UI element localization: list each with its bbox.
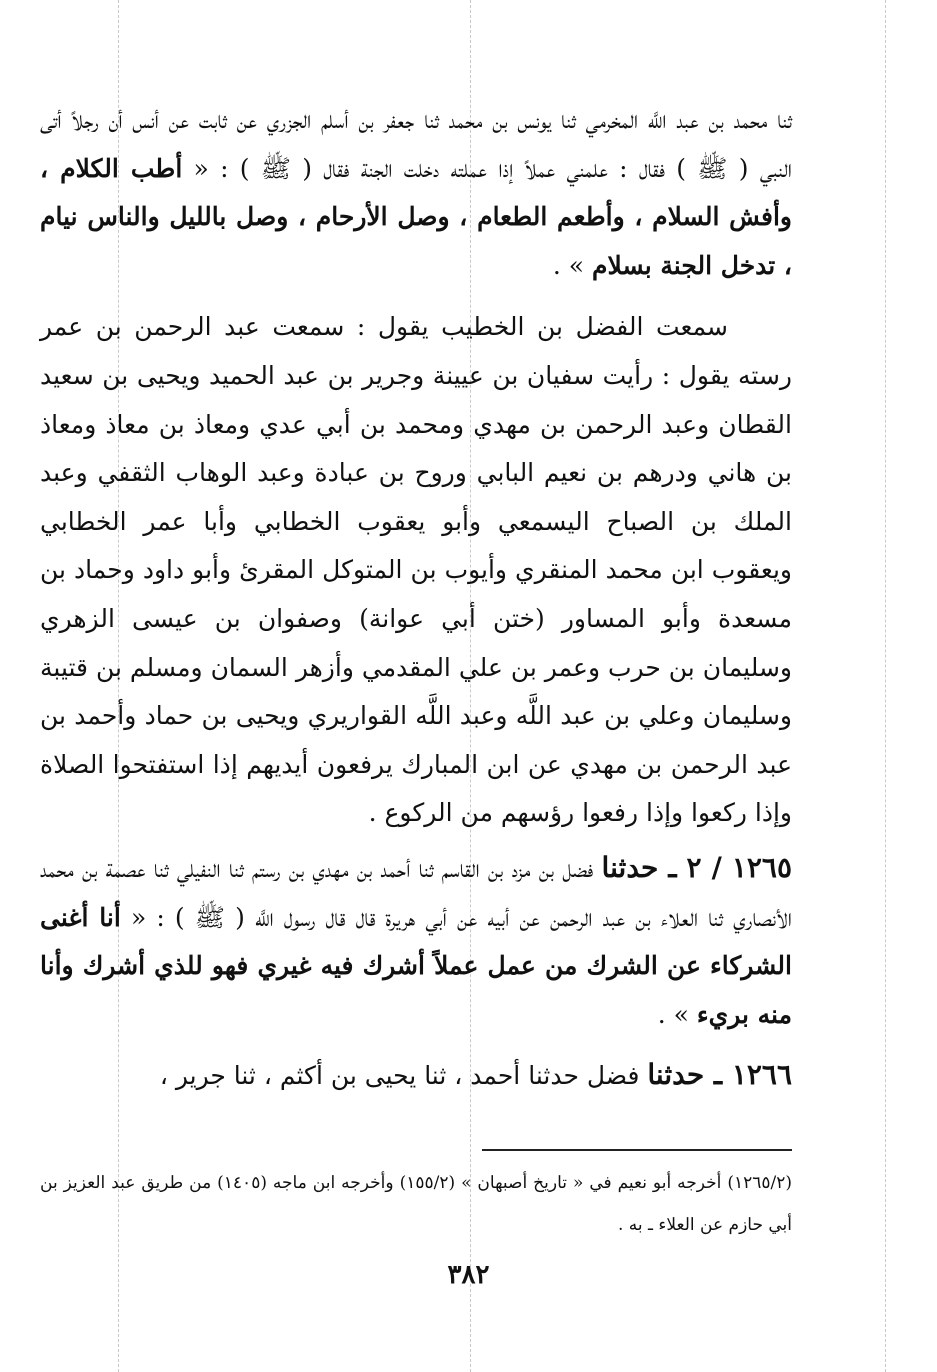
isnad-text: فضل بن مزد بن القاسم ثنا أحمد بن مهدي بن رستم ثنا النفيلي ثنا عصمة بن محمد الأنصاري ثنا العلاء بن عبد الرحمن عن أبيه عن أبي هريرة قال قال رسول اللَّه ( ﷺ ) : «: [40, 853, 792, 932]
closing-quote: » .: [552, 250, 593, 280]
scan-guide-line: [885, 0, 886, 1372]
page-number: ٣٨٢: [447, 1260, 490, 1290]
paragraph-hadith-1265: [40, 844, 792, 1039]
hadith-number: ١٢٦٥ / ٢ ـ حدثنا: [601, 850, 792, 884]
isnad-text: فضل حدثنا أحمد ، ثنا يحيى بن أكثم ، ثنا جرير ،: [159, 1061, 648, 1091]
footnote-separator: [482, 1149, 792, 1151]
closing-quote: » .: [657, 999, 697, 1029]
paragraph-narration: سمعت الفضل بن الخطيب يقول : سمعت عبد الرحمن بن عمر رسته يقول : رأيت سفيان بن عيينة وجرير بن عبد الحميد ويحيى بن سعيد القطان وعبد الرحمن بن مهدي ومحمد بن أبي عدي ومعاذ بن معاذ ومعاذ بن هاني ودرهم بن نعيم البابي وروح بن عبادة وعبد الوهاب الثقفي وعبد الملك بن الصباح اليسمعي وأبو يعقوب الخطابي وأبا عمر الخطابي ويعقوب ابن محمد المنقري وأيوب بن المتوكل المقرئ وأبو داود وحماد بن مسعدة وأبو المساور (ختن أبي عوانة) وصفوان بن عيسى الزهري وسليمان بن حرب وعمر بن علي المقدمي وأزهر السمان ومسلم بن قتيبة وسليمان وعلي بن عبد اللَّه وعبد اللَّه القواريري ويحيى بن حماد وأحمد بن عبد الرحمن بن مهدي عن ابن المبارك يرفعون أيديهم إذا استفتحوا الصلاة وإذا ركعوا وإذا رفعوا رؤسهم من الركوع .: [40, 312, 792, 828]
paragraph-hadith-1264: [40, 96, 792, 290]
paragraph-hadith-1266: [40, 1051, 792, 1101]
hadith-number: ١٢٦٦ ـ حدثنا: [647, 1058, 792, 1092]
isnad-text: ثنا محمد بن عبد اللَّه المخرمي ثنا يونس بن محمد ثنا جعفر بن أسلم الجزري عن ثابت عن أنس أن رجلاً أتى النبي ( ﷺ ) فقال : علمني عملاً إذا عملته دخلت الجنة فقال ( ﷺ ) : «: [40, 105, 792, 183]
hadith-matn-bold: أنا أغنى الشركاء عن الشرك من عمل عملاً أشرك فيه غيري فهو للذي أشرك وأنا منه بريء: [40, 902, 792, 1029]
hadith-matn-bold: أطب الكلام ، وأفش السلام ، وأطعم الطعام ، وصل الأرحام ، وصل بالليل والناس نيام ، تدخل الجنة بسلام: [40, 153, 792, 280]
page-body: [40, 96, 792, 1101]
footnote: (١٢٦٥/٢) أخرجه أبو نعيم في « تاريخ أصبهان » (١٥٥/٢) وأخرجه ابن ماجه (١٤٠٥) من طريق عبد العزيز بن أبي حازم عن العلاء ـ به .: [40, 1173, 792, 1235]
